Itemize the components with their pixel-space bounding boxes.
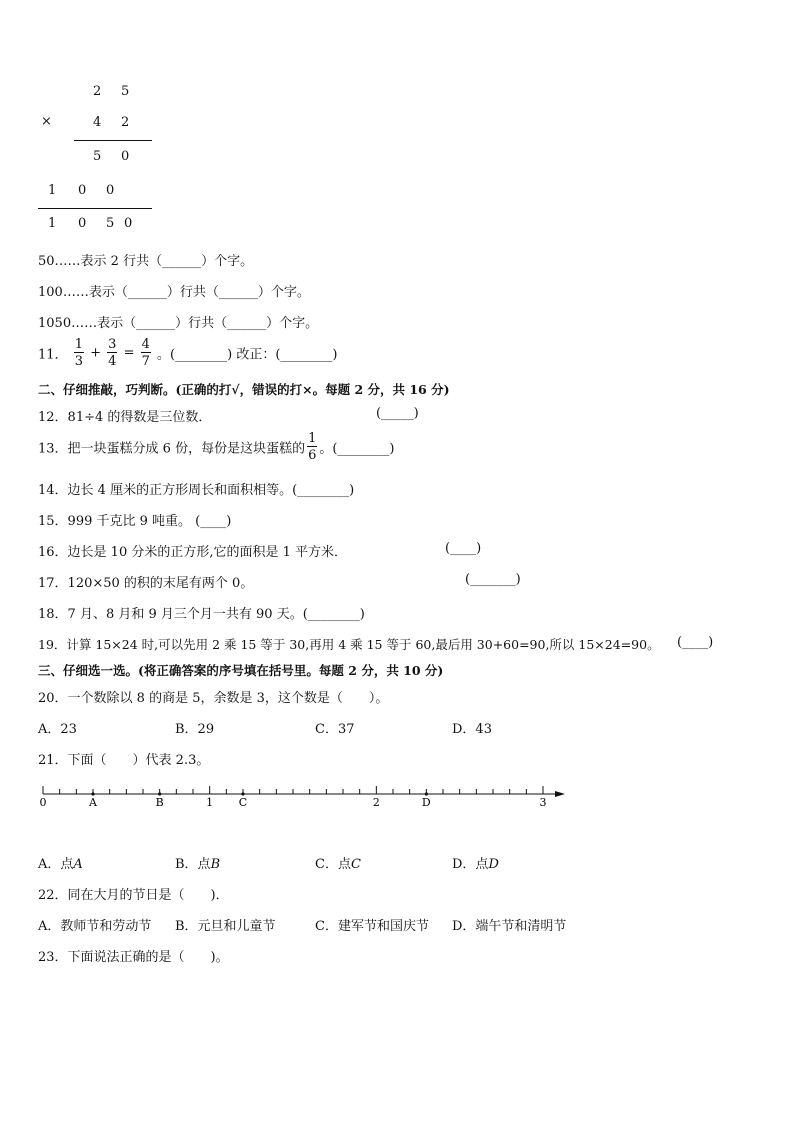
option: [38, 853, 83, 872]
tick-label: 2: [372, 796, 380, 809]
section-3-heading: 三、仔细选一选。(将正确答案的序号填在括号里。每题 2 分，共 10 分): [38, 663, 444, 678]
mult-digit: 1: [48, 183, 57, 198]
answer-blank: (_____): [376, 406, 419, 421]
question-18: 18．7 月、8 月和 9 月三个月一共有 90 天。(________): [38, 607, 365, 622]
fraction: [107, 338, 117, 368]
point-letter: C: [350, 857, 361, 872]
section-2-heading: 二、仔细推敲，巧判断。(正确的打√，错误的打×。每题 2 分，共 16 分): [38, 382, 450, 397]
point-label: B: [155, 796, 164, 809]
mult-digit: 0: [121, 149, 130, 164]
question-17: 17．120×50 的积的末尾有两个 0。: [38, 576, 254, 591]
q11-tail: 。(________) 改正：(________): [157, 347, 338, 363]
q13-text: 13．把一块蛋糕分成 6 份，每份是这块蛋糕的: [38, 441, 306, 457]
question-20: 20．一个数除以 8 的商是 5，余数是 3，这个数是（ ）。: [38, 691, 389, 706]
mult-rule: [38, 208, 152, 209]
option: D．43: [452, 722, 492, 737]
option: A．23: [38, 722, 77, 737]
numerator: 3: [108, 337, 117, 352]
option: A．教师节和劳动节: [38, 919, 152, 934]
denominator: 3: [74, 354, 83, 369]
fraction: [307, 432, 317, 462]
tick-label: 0: [39, 796, 47, 809]
times-sign: ×: [41, 114, 52, 129]
fraction: [74, 338, 84, 368]
numerator: 1: [308, 431, 317, 446]
question-15: 15．999 千克比 9 吨重。 (____): [38, 514, 232, 529]
equals-sign: =: [123, 345, 135, 361]
mult-digit: 5: [121, 84, 130, 99]
answer-blank: (_______): [465, 572, 521, 587]
mult-digit: 0: [78, 183, 87, 198]
point-letter: A: [73, 857, 83, 872]
option-prefix: D．点: [452, 857, 489, 872]
mult-digit: 0: [106, 183, 115, 198]
question-22: 22．同在大月的节日是（ )．: [38, 888, 229, 903]
point-label: A: [89, 796, 97, 809]
plus-sign: +: [90, 345, 102, 361]
question-16: 16．边长是 10 分米的正方形,它的面积是 1 平方米．: [38, 545, 348, 560]
option: C．37: [315, 722, 355, 737]
point-letter: D: [488, 857, 499, 872]
mult-digit: 2: [121, 115, 130, 130]
option-prefix: A．点: [38, 857, 74, 872]
answer-blank: (____): [445, 541, 482, 556]
mult-digit: 0: [78, 216, 87, 231]
mult-digit: 5: [93, 149, 102, 164]
arrow-head: [555, 791, 565, 797]
fill-line: 100……表示（______）行共（______）个字。: [38, 285, 310, 300]
denominator: 7: [141, 354, 150, 369]
fill-line: 1050……表示（______）行共（______）个字。: [38, 316, 319, 331]
tick-label: 1: [206, 796, 214, 809]
mult-digit: 1: [48, 216, 57, 231]
question-21: 21．下面（ ）代表 2.3。: [38, 753, 210, 768]
option: B．元旦和儿童节: [175, 919, 276, 934]
number-line: [30, 772, 570, 812]
numerator: 4: [141, 337, 150, 352]
option: C．建军节和国庆节: [315, 919, 429, 934]
mult-digit: 5: [106, 216, 115, 231]
fill-line: 50……表示 2 行共（______）个字。: [38, 254, 254, 269]
question-12: 12．81÷4 的得数是三位数．: [38, 410, 212, 425]
question-11: [38, 338, 337, 368]
mult-rule: [74, 140, 152, 141]
fraction: [141, 338, 151, 368]
option: B．29: [175, 722, 215, 737]
point-label: C: [238, 796, 248, 809]
option-prefix: C．点: [315, 857, 351, 872]
option: [452, 853, 499, 872]
question-14: 14．边长 4 厘米的正方形周长和面积相等。(________): [38, 483, 355, 498]
point-label: D: [421, 796, 431, 809]
denominator: 6: [308, 448, 317, 463]
option: [315, 853, 361, 872]
numerator: 1: [74, 337, 83, 352]
option: [175, 853, 220, 872]
option-prefix: B．点: [175, 857, 211, 872]
tick-label: 3: [539, 796, 547, 809]
question-13: [38, 432, 395, 462]
answer-blank: (____): [677, 635, 714, 650]
point-letter: B: [210, 857, 221, 872]
option: D．端午节和清明节: [452, 919, 567, 934]
q-number: 11．: [38, 347, 68, 363]
mult-digit: 2: [93, 84, 102, 99]
mult-digit: 4: [93, 115, 102, 130]
denominator: 4: [108, 354, 117, 369]
q13-blank: 。(________): [319, 441, 395, 457]
question-19: 19．计算 15×24 时,可以先用 2 乘 15 等于 30,再用 4 乘 15 等于 60,最后用 30+60=90,所以 15×24=90。: [38, 637, 660, 652]
mult-digit: 0: [124, 216, 133, 231]
question-23: 23．下面说法正确的是（ )。: [38, 950, 229, 965]
